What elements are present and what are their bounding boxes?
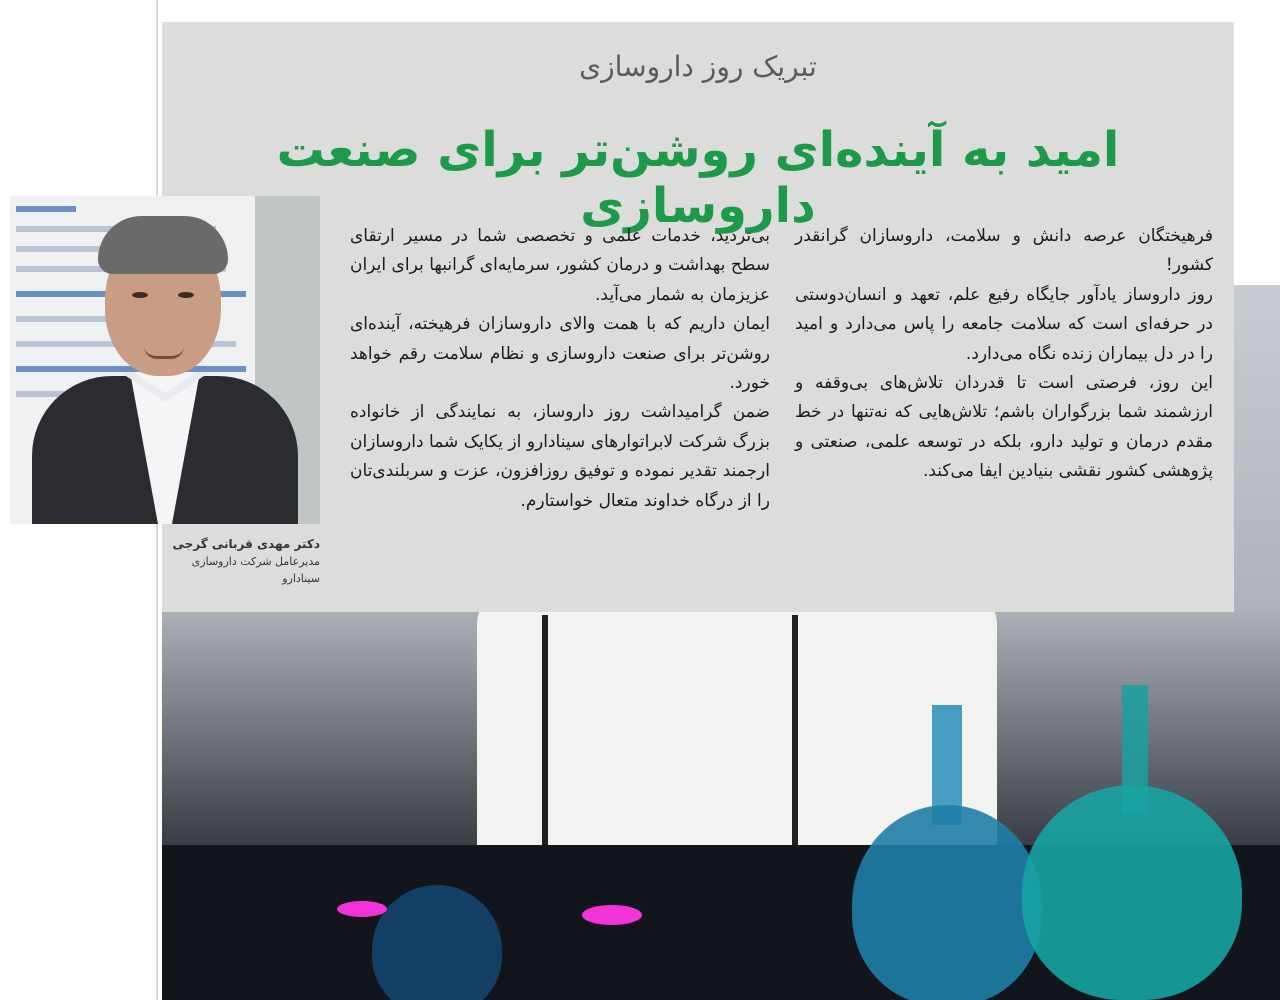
eye <box>132 292 148 298</box>
paragraph: بی‌تردید، خدمات علمی و تخصصی شما در مسیر ارتقای سطح بهداشت و درمان کشور، سرمایه‌ای گرانبها برای ایران عزیزمان به شمار می‌آید. <box>350 226 770 305</box>
eye <box>178 292 194 298</box>
pink-powder <box>337 901 387 917</box>
article-kicker: تبریک روز داروسازی <box>579 50 817 83</box>
blue-flask <box>852 805 1042 1000</box>
article-column-right <box>795 222 1213 487</box>
ceo-portrait-photo <box>10 196 320 524</box>
hair <box>98 216 228 274</box>
paragraph: ایمان داریم که با همت والای داروسازان فرهیخته، آینده‌ای روشن‌تر برای صنعت داروسازی و نظام سلامت رقم خواهد خورد. <box>350 314 770 394</box>
board-row <box>16 206 76 212</box>
paragraph: این روز، فرصتی است تا قدردان تلاش‌های بی‌وقفه و ارزشمند شما بزرگواران باشم؛ تلاش‌هایی که نه‌تنها در خط مقدم درمان و تولید دارو، بلکه در توسعه علمی، صنعتی و پژوهشی کشور نقشی بنیادین ایفا می‌کند. <box>795 373 1213 482</box>
article-column-left <box>350 222 770 516</box>
paragraph: روز داروساز یادآور جایگاه رفیع علم، تعهد و انسان‌دوستی در حرفه‌ای است که سلامت جامعه را پاس می‌دارد و امید را در دل بیماران زنده نگاه می‌دارد. <box>795 284 1213 364</box>
caption-name: دکتر مهدی قربانی گرجی <box>172 537 320 551</box>
pink-powder <box>582 905 642 925</box>
teal-flask <box>1022 785 1242 1000</box>
article-headline: امید به آینده‌ای روشن‌تر برای صنعت داروسازی <box>276 122 1120 234</box>
paragraph: ضمن گرامیداشت روز داروساز، به نمایندگی از خانواده بزرگ شرکت لابراتوارهای سینادارو از یکایک شما داروسازان ارجمند تقدیر نموده و توفیق روزافزون، عزت و سربلندی‌تان را از درگاه خداوند متعال خواستارم. <box>350 402 770 511</box>
paragraph: فرهیختگان عرصه دانش و سلامت، داروسازان گرانقدر کشور! <box>795 226 1213 276</box>
caption-role: مدیرعامل شرکت داروسازی سینادارو <box>191 555 320 585</box>
photo-caption <box>170 535 320 587</box>
